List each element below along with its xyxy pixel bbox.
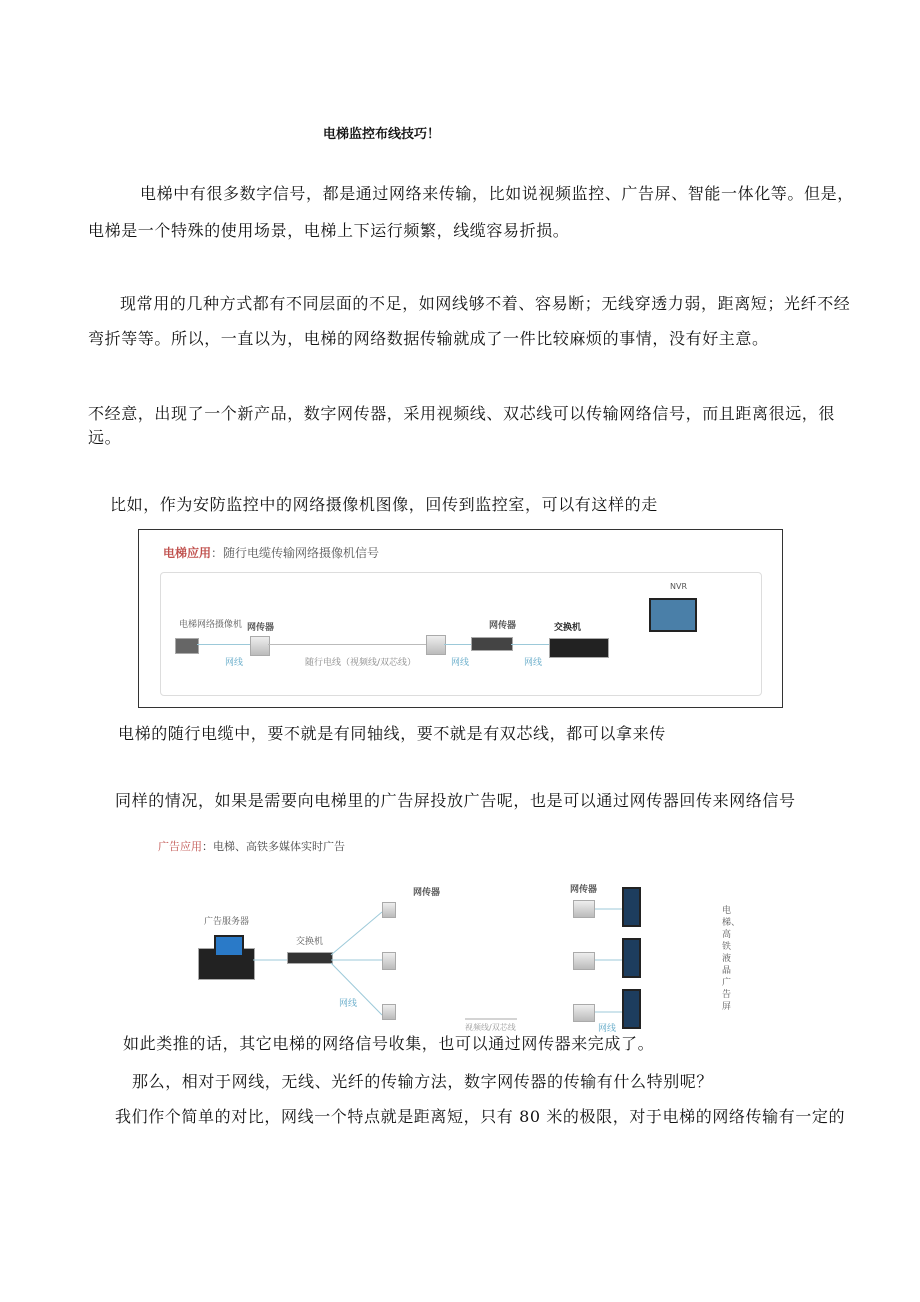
trailing-cable-line	[268, 644, 426, 645]
paragraph-4: 比如，作为安防监控中的网络摄像机图像，回传到监控室，可以有这样的走	[110, 495, 658, 514]
paragraph-2-line-2: 弯折等等。所以，一直以为，电梯的网络数据传输就成了一件比较麻烦的事情，没有好主意。	[88, 329, 769, 348]
cable-label: 网线	[225, 658, 244, 668]
ad-screen-icon	[622, 938, 641, 978]
figure1-heading: 电梯应用：随行电缆传输网络摄像机信号	[163, 546, 380, 560]
cable-label: 网线	[598, 1024, 617, 1034]
cable-label: 网线	[524, 658, 543, 668]
cable-line	[444, 644, 472, 645]
server-label: 广告服务器	[204, 917, 250, 927]
ad-screen-icon	[622, 887, 641, 927]
monitor-icon	[649, 598, 697, 632]
transmitter-icon	[426, 635, 446, 655]
nvr-icon	[549, 638, 609, 658]
paragraph-8: 那么，相对于网线，无线、光纤的传输方法，数字网传器的传输有什么特别呢？	[132, 1072, 714, 1091]
transmitter-icon	[573, 1004, 595, 1022]
paragraph-9: 我们作个简单的对比，网线一个特点就是距离短，只有 80 米的极限，对于电梯的网络传输有一定的	[115, 1107, 846, 1126]
paragraph-5: 电梯的随行电缆中，要不就是有同轴线，要不就是有双芯线，都可以拿来传	[118, 724, 666, 743]
paragraph-6: 同样的情况，如果是需要向电梯里的广告屏投放广告呢，也是可以通过网传器回传来网络信号	[115, 791, 796, 810]
transmitter1-label: 网传器	[247, 623, 275, 633]
transmitter-right-label: 网传器	[570, 885, 598, 895]
figure-advertising	[150, 830, 750, 1035]
paragraph-3-line-1: 不经意，出现了一个新产品，数字网传器，采用视频线、双芯线可以传输网络信号，而且距离很远，很	[88, 404, 836, 423]
transmitter-icon	[382, 952, 396, 970]
camera-icon	[175, 638, 199, 654]
transmitter-icon	[573, 900, 595, 918]
transmitter-icon	[573, 952, 595, 970]
switch-icon	[471, 637, 513, 651]
nvr-label: NVR	[670, 582, 688, 591]
cable-line	[511, 644, 549, 645]
figure-elevator-camera	[138, 529, 783, 708]
transmitter2-label: 网传器	[489, 621, 517, 631]
cable-label: 网线	[339, 999, 358, 1009]
screen-label: 电梯、高铁液晶广告屏	[722, 906, 741, 1012]
trailing-cable-label: 随行电线（视频线/双芯线）	[305, 658, 417, 668]
cable-line	[197, 644, 251, 645]
figure2-heading: 广告应用：电梯、高铁多媒体实时广告	[158, 840, 345, 853]
paragraph-1-line-1: 电梯中有很多数字信号，都是通过网络来传输，比如说视频监控、广告屏、智能一体化等。但是，	[140, 184, 854, 203]
cable-label: 网线	[451, 658, 470, 668]
coax-label: 视频线/双芯线	[465, 1023, 516, 1032]
paragraph-7: 如此类推的话，其它电梯的网络信号收集，也可以通过网传器来完成了。	[123, 1034, 655, 1053]
paragraph-1-line-2: 电梯是一个特殊的使用场景，电梯上下运行频繁，线缆容易折损。	[88, 221, 570, 240]
document-title: 电梯监控布线技巧！	[323, 127, 441, 142]
paragraph-2-line-1: 现常用的几种方式都有不同层面的不足，如网线够不着、容易断；无线穿透力弱，距离短；光纤不经	[120, 294, 851, 313]
switch-label: 交换机	[554, 623, 582, 633]
camera-label: 电梯网络摄像机	[179, 620, 243, 630]
paragraph-3-line-2: 远。	[88, 428, 122, 447]
transmitter-icon	[250, 636, 270, 656]
switch-label: 交换机	[296, 937, 324, 947]
transmitter-left-label: 网传器	[413, 888, 441, 898]
transmitter-icon	[382, 902, 396, 918]
transmitter-icon	[382, 1004, 396, 1020]
ad-screen-icon	[622, 989, 641, 1029]
network-lines	[150, 830, 750, 1035]
